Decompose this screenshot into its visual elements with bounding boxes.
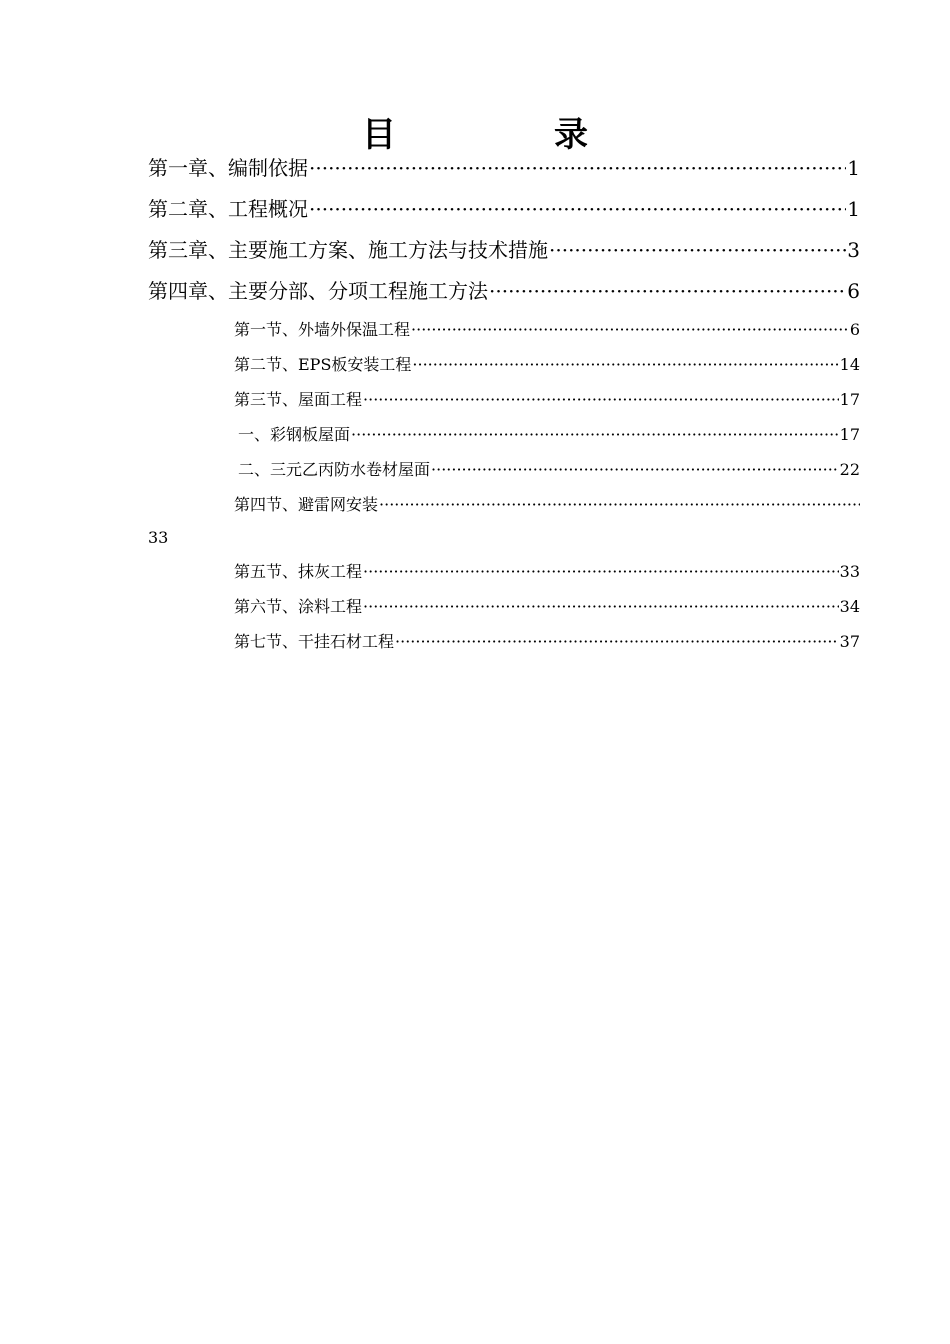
toc-entry-text: 第四节、避雷网安装	[234, 495, 379, 514]
toc-entry-chapter-4[interactable]	[148, 271, 860, 312]
toc-dot-leader	[549, 230, 846, 271]
toc-entry-text: 第一节、外墙外保温工程	[234, 320, 411, 339]
toc-dot-leader	[363, 589, 839, 624]
toc-dot-leader	[363, 382, 839, 417]
toc-page-number: 6	[847, 279, 860, 303]
toc-entry-text: 第三章、主要施工方案、施工方法与技术措施	[148, 238, 548, 262]
toc-dot-leader	[431, 452, 839, 487]
toc-entry-subsection-1[interactable]	[148, 417, 860, 452]
toc-entry-subsection-2[interactable]	[148, 452, 860, 487]
toc-dot-leader	[309, 189, 846, 230]
toc-page-number: 1	[847, 197, 860, 221]
toc-entry-text: 第四章、主要分部、分项工程施工方法	[148, 279, 488, 303]
table-of-contents	[148, 148, 860, 659]
toc-page-number: 17	[839, 425, 860, 444]
toc-dot-leader	[411, 312, 849, 347]
toc-entry-section-3[interactable]	[148, 382, 860, 417]
toc-page-number: 14	[839, 355, 860, 374]
toc-entry-text: 第二节、EPS板安装工程	[234, 355, 412, 374]
toc-page-number: 37	[839, 632, 860, 651]
toc-entry-text: 第三节、屋面工程	[234, 390, 363, 409]
toc-entry-section-2[interactable]	[148, 347, 860, 382]
toc-dot-leader	[309, 148, 846, 189]
toc-page-number: 33	[839, 562, 860, 581]
toc-page-number: 33	[148, 528, 169, 547]
toc-page-number: 3	[847, 238, 860, 262]
toc-entry-text: 第五节、抹灰工程	[234, 562, 363, 581]
toc-dot-leader	[412, 347, 838, 382]
toc-entry-section-6[interactable]	[148, 589, 860, 624]
toc-entry-text: 一、彩钢板屋面	[238, 425, 351, 444]
toc-entry-section-4-page[interactable]	[148, 522, 860, 554]
toc-page-number: 22	[839, 460, 860, 479]
toc-entry-section-5[interactable]	[148, 554, 860, 589]
toc-entry-section-1[interactable]	[148, 312, 860, 347]
toc-title: 目 录	[362, 115, 650, 155]
toc-entry-chapter-1[interactable]	[148, 148, 860, 189]
toc-page-number: 6	[849, 320, 860, 339]
toc-page-number: 34	[839, 597, 860, 616]
toc-dot-leader	[363, 554, 839, 589]
toc-dot-leader	[489, 271, 846, 312]
toc-page-number: 1	[847, 156, 860, 180]
toc-entry-section-7[interactable]	[148, 624, 860, 659]
toc-entry-text: 第一章、编制依据	[148, 156, 308, 180]
toc-dot-leader	[395, 624, 839, 659]
toc-page-number: 17	[839, 390, 860, 409]
toc-entry-text: 第二章、工程概况	[148, 197, 308, 221]
toc-entry-chapter-3[interactable]	[148, 230, 860, 271]
toc-entry-text: 第六节、涂料工程	[234, 597, 363, 616]
toc-entry-text: 二、三元乙丙防水卷材屋面	[238, 460, 431, 479]
toc-dot-leader	[379, 487, 860, 522]
toc-dot-leader	[351, 417, 839, 452]
toc-entry-section-4[interactable]	[148, 487, 860, 522]
toc-entry-text: 第七节、干挂石材工程	[234, 632, 395, 651]
toc-entry-chapter-2[interactable]	[148, 189, 860, 230]
